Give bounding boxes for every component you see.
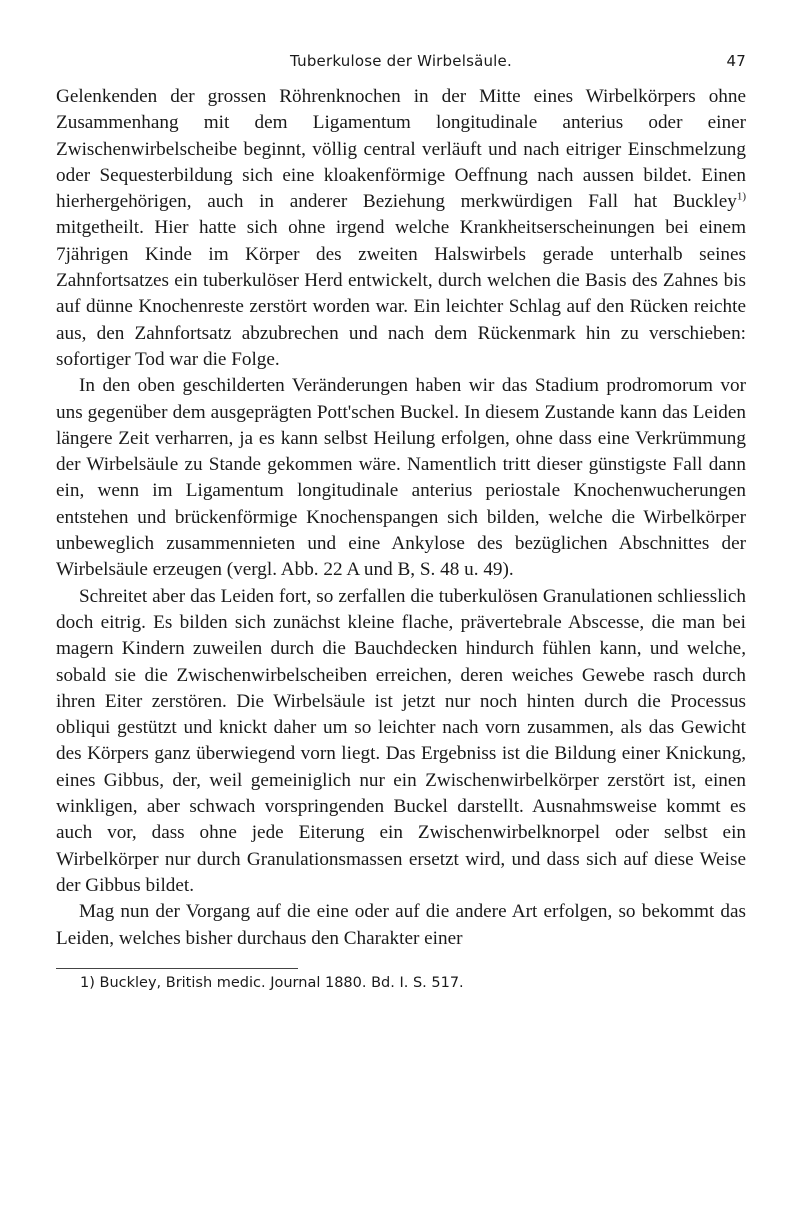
footnote-divider xyxy=(56,968,298,969)
paragraph-4: Mag nun der Vorgang auf die eine oder auf die andere Art erfolgen, so bekommt das Leiden, welches bisher durchaus den Charakter einer xyxy=(56,901,746,949)
page-number: 47 xyxy=(726,52,746,70)
main-text xyxy=(56,84,746,952)
paragraph-3: Schreitet aber das Leiden fort, so zerfallen die tuberkulösen Granulationen schliesslich doch eitrig. Es bilden sich zunächst kleine flache, prävertebrale Abscesse, die man bei magern Kindern zuweilen durch die Bauchdecken hindurch fühlen kann, und welche, sobald sie die Zwischenwirbelscheiben erreichen, deren weiches Gewebe rasch durch ihren Eiter zerstören. Die Wirbelsäule ist jetzt nur noch hinten durch die Processus obliqui gestützt und knickt daher um so leichter nach vorn zusammen, als das Gewicht des Körpers ganz überwiegend vorn liegt. Das Ergebniss ist die Bildung einer Knickung, eines Gibbus, der, weil gemeiniglich nur ein Zwischenwirbelkörper zerstört ist, einen winkligen, aber schwach vorspringenden Buckel darstellt. Ausnahmsweise kommt es auch vor, dass ohne jede Eiterung ein Zwischenwirbelknorpel oder selbst ein Wirbelkörper nur durch Granulationsmassen ersetzt wird, und dass sich auf diese Weise der Gibbus bildet. xyxy=(56,585,746,896)
paragraph-2: In den oben geschilderten Veränderungen haben wir das Stadium prodromorum vor uns gegenüber dem ausgeprägten Pott'schen Buckel. In diesem Zustande kann das Leiden längere Zeit verharren, ja es kann selbst Heilung erfolgen, ohne dass eine Verkrümmung der Wirbelsäule zu Stande gekommen wäre. Namentlich tritt dieser günstigste Fall dann ein, wenn im Ligamentum longitudinale anterius periostale Knochenwucherungen entstehen und brückenförmige Knochenspangen sich bilden, welche die Wirbelkörper unbeweglich zusammennieten und eine Ankylose des bezüglichen Abschnittes der Wirbelsäule erzeugen (vergl. Abb. 22 A und B, S. 48 u. 49). xyxy=(56,375,746,581)
footnote: 1) Buckley, British medic. Journal 1880. Bd. I. S. 517. xyxy=(80,974,464,991)
running-header xyxy=(56,52,746,80)
paragraph-1-start: Gelenkenden der grossen Röhrenknochen in der Mitte eines Wirbelkörpers ohne Zusammenhang mit dem Ligamentum longitudinale anterius oder einer Zwischenwirbelscheibe beginnt, völlig central verläuft und nach eitriger Einschmelzung oder Sequesterbildung sich eine kloakenförmige Oeffnung nach aussen bildet. Einen hierhergehörigen, auch in anderer Beziehung merkwürdigen Fall hat Buckley xyxy=(56,86,746,213)
paragraph-1-rest: mitgetheilt. Hier hatte sich ohne irgend welche Krankheitserscheinungen bei einem 7jährigen Kinde im Körper des zweiten Halswirbels gerade unterhalb seines Zahnfortsatzes ein tuberkulöser Herd entwickelt, durch welchen die Basis des Zahnes bis auf dünne Knochenreste zerstört worden war. Ein leichter Schlag auf den Rücken reichte aus, den Zahnfortsatz abzubrechen und nach dem Rückenmark hin zu verschieben: sofortiger Tod war die Folge. xyxy=(56,217,746,370)
footnote-reference: 1) xyxy=(736,190,746,203)
running-title: Tuberkulose der Wirbelsäule. xyxy=(290,52,512,70)
paragraph-1 xyxy=(56,84,746,373)
book-page xyxy=(56,52,746,993)
